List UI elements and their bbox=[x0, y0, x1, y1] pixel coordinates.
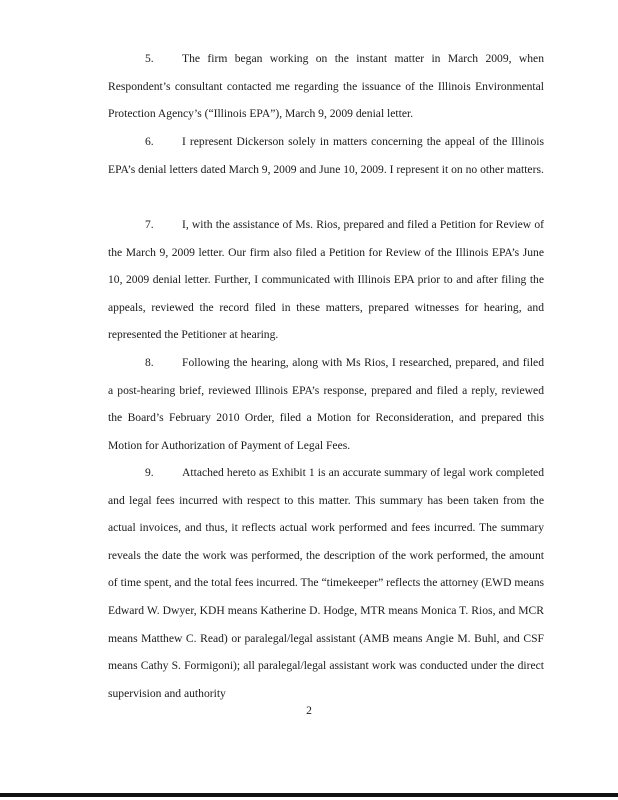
paragraph-9 bbox=[108, 459, 544, 707]
paragraph-8 bbox=[108, 349, 544, 459]
page-number: 2 bbox=[306, 704, 312, 717]
paragraph-text: The firm began working on the instant matter in March 2009, when Respondent’s consultant contacted me regarding the issuance of the Illinois Environmental Protection Agency’s (“Illinois EPA”), March 9, 2009 denial letter. bbox=[108, 52, 544, 121]
paragraph-text: I represent Dickerson solely in matters concerning the appeal of the Illinois EPA’s denial letters dated March 9, 2009 and June 10, 2009. I represent it on no other matters. bbox=[108, 135, 544, 176]
paragraph-number: 9. bbox=[145, 466, 154, 479]
paragraph-5 bbox=[108, 45, 544, 128]
paragraph-number: 8. bbox=[145, 356, 154, 369]
paragraph-text: Attached hereto as Exhibit 1 is an accurate summary of legal work completed and legal fees incurred with respect to this matter. This summary has been taken from the actual invoices, and thus, it reflects actual work performed and fees incurred. The summary reveals the date the work was performed, the description of the work performed, the amount of time spent, and the total fees incurred. The “timekeeper” reflects the attorney (EWD means Edward W. Dwyer, KDH means Katherine D. Hodge, MTR means Monica T. Rios, and MCR means Matthew C. Read) or paralegal/legal assistant (AMB means Angie M. Buhl, and CSF means Cathy S. Formigoni); all paralegal/legal assistant work was conducted under the direct supervision and authority bbox=[108, 466, 544, 700]
paragraph-text: I, with the assistance of Ms. Rios, prepared and filed a Petition for Review of the March 9, 2009 letter. Our firm also filed a Petition for Review of the Illinois EPA’s June 10, 2009 denial letter. Further, I communicated with Illinois EPA prior to and after filing the appeals, reviewed the record filed in these matters, prepared witnesses for hearing, and represented the Petitioner at hearing. bbox=[108, 218, 544, 342]
paragraph-6 bbox=[108, 128, 544, 183]
paragraph-text: Following the hearing, along with Ms Rios, I researched, prepared, and filed a post-hearing brief, reviewed Illinois EPA’s response, prepared and filed a reply, reviewed the Board’s February 2010 Order, filed a Motion for Reconsideration, and prepared this Motion for Authorization of Payment of Legal Fees. bbox=[108, 356, 544, 452]
paragraph-number: 7. bbox=[145, 218, 154, 231]
paragraph-number: 6. bbox=[145, 135, 154, 148]
paragraph-7 bbox=[108, 211, 544, 349]
paragraph-number: 5. bbox=[145, 52, 154, 65]
scan-border-line bbox=[0, 793, 618, 797]
